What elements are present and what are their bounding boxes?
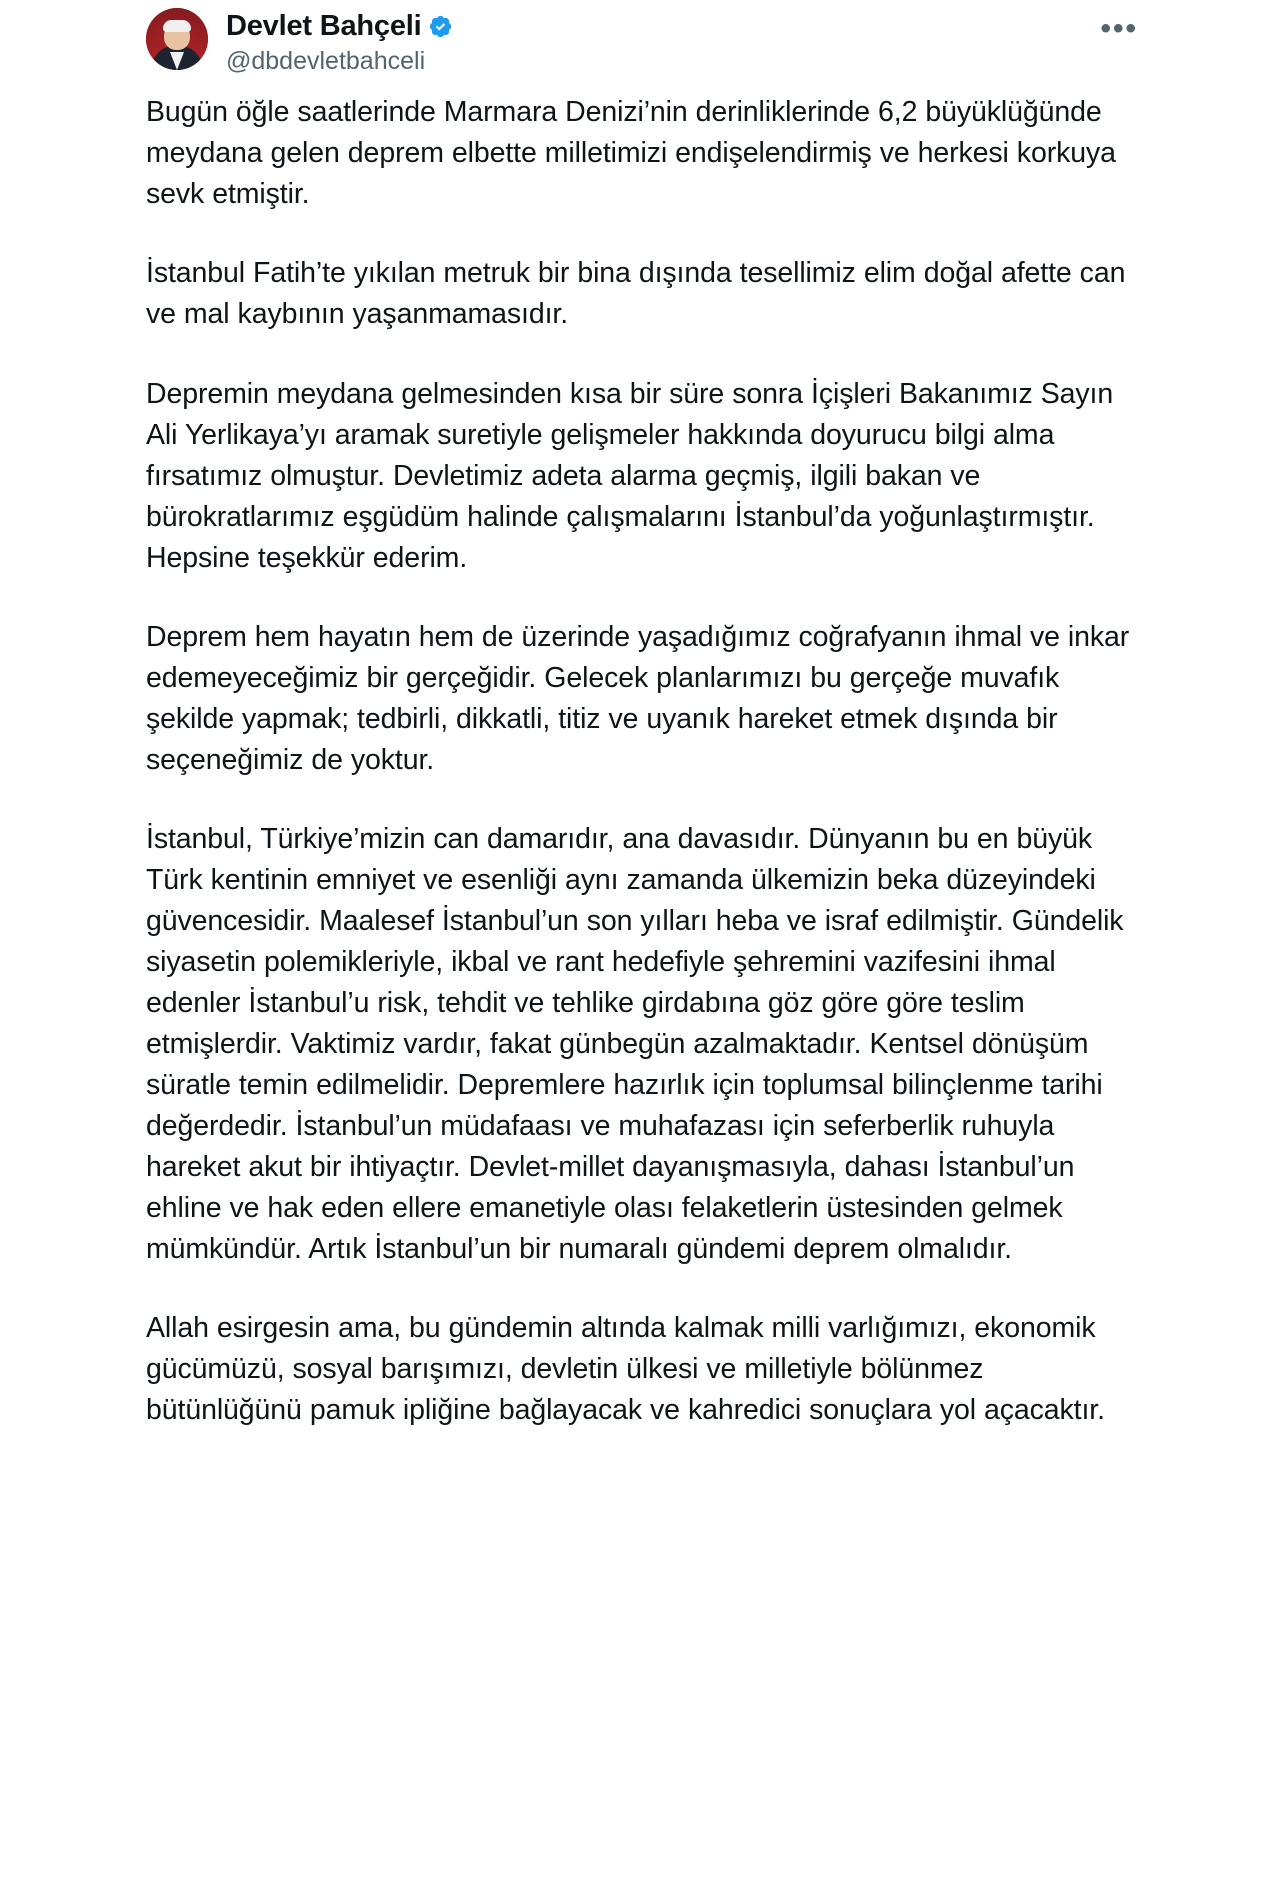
author-names <box>226 8 453 76</box>
tweet-header <box>120 0 1160 82</box>
more-options-icon[interactable]: ••• <box>1100 12 1138 45</box>
display-name-row <box>226 10 453 43</box>
author-display-name[interactable]: Devlet Bahçeli <box>226 10 422 42</box>
tweet-paragraph: Deprem hem hayatın hem de üzerinde yaşadığımız coğrafyanın ihmal ve inkar edemeyeceğimiz bir gerçeğidir. Gelecek planlarımızı bu gerçeğe muvafık şekilde yapmak; tedbirli, dikkatli, titiz ve uyanık hareket etmek dışında bir seçeneğimiz de yoktur. <box>146 620 1130 776</box>
avatar[interactable] <box>146 8 208 70</box>
tweet-paragraph: İstanbul, Türkiye’mizin can damarıdır, ana davasıdır. Dünyanın bu en büyük Türk kentinin emniyet ve esenliği aynı zamanda ülkemizin beka düzeyindeki güvencesidir. Maalesef İstanbul’un son yılları heba ve israf edilmiştir. Gündelik siyasetin polemikleriyle, ikbal ve rant hedefiyle şehremini vazifesini ihmal edenler İstanbul’u risk, tehdit ve tehlike girdabına göz göre göre teslim etmişlerdir. Vaktimiz vardır, fakat günbegün azalmaktadır. Kentsel dönüşüm süratle temin edilmelidir. Depremlere hazırlık için toplumsal bilinçlenme tarihi değerdedir. İstanbul’un müdafaası ve muhafazası için seferberlik ruhuyla hareket akut bir ihtiyaçtır. Devlet-millet dayanışmasıyla, dahası İstanbul’un ehline ve hak eden ellere emanetiyle olası felaketlerin üstesinden gelmek mümkündür. Artık İstanbul’un bir numaralı gündemi deprem olmalıdır. <box>146 822 1124 1266</box>
verified-badge-icon <box>428 14 453 39</box>
avatar-hair <box>163 20 191 32</box>
tweet-text <box>120 82 1160 1431</box>
tweet-paragraph: İstanbul Fatih’te yıkılan metruk bir bina dışında tesellimiz elim doğal afette can ve mal kaybının yaşanmamasıdır. <box>146 257 1126 331</box>
tweet-paragraph: Depremin meydana gelmesinden kısa bir süre sonra İçişleri Bakanımız Sayın Ali Yerlikaya’yı aramak suretiyle gelişmeler hakkında doyurucu bilgi alma fırsatımız olmuştur. Devletimiz adeta alarma geçmiş, ilgili bakan ve bürokratlarımız eşgüdüm halinde çalışmalarını İstanbul’da yoğunlaştırmıştır. Hepsine teşekkür ederim. <box>146 377 1114 574</box>
tweet-paragraph: Bugün öğle saatlerinde Marmara Denizi’nin derinliklerinde 6,2 büyüklüğünde meydana gelen deprem elbette milletimizi endişelendirmiş ve herkesi korkuya sevk etmiştir. <box>146 96 1116 211</box>
author-handle[interactable]: @dbdevletbahceli <box>226 47 426 76</box>
tweet-paragraph: Allah esirgesin ama, bu gündemin altında kalmak milli varlığımızı, ekonomik gücümüzü, sosyal barışımızı, devletin ülkesi ve milletiyle bölünmez bütünlüğünü pamuk ipliğine bağlayacak ve kahredici sonuçlara yol açacaktır. <box>146 1312 1105 1427</box>
tweet-card <box>120 0 1160 1451</box>
